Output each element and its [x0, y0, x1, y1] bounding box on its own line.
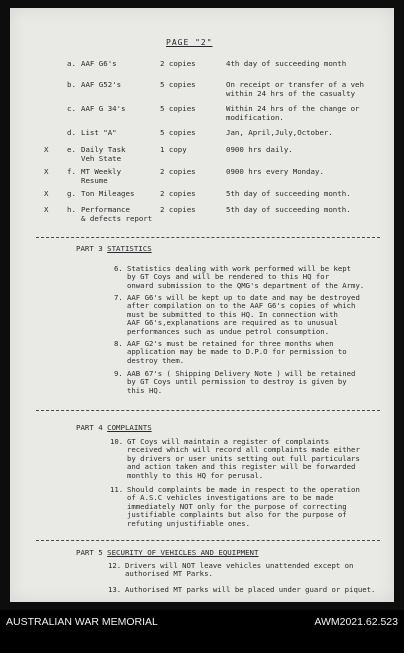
footer-bar [0, 610, 404, 653]
para-number: 9. [114, 369, 123, 378]
para-text: AAF G6's will be kept up to date and may be destroyed after compilation on to the AAF G6's copies of which must be submitted to this HQ. In connection with AAF G6's,explanations are required as to unusual performances such as undue petrol consumption. [127, 293, 360, 336]
part5-heading [76, 548, 258, 557]
para-number: 6. [114, 264, 123, 273]
row-item: AAF G6's [81, 59, 117, 68]
row-copies: 5 copies [160, 104, 196, 113]
para-text: Drivers will NOT leave vehicles unattended except on authorised MT Parks. [125, 561, 354, 579]
row-copies: 2 copies [160, 189, 196, 198]
part3-number: PART 3 [76, 244, 103, 253]
row-timing: 0900 hrs daily. [226, 145, 293, 154]
para-text: AAB 67's ( Shipping Delivery Note ) will be retained by GT Coys until permission to destroy is given by this HQ. [127, 369, 356, 395]
row-mark: X [44, 167, 49, 176]
footer-accession-number: AWM2021.62.523 [314, 616, 398, 628]
para-number: 7. [114, 293, 123, 302]
row-letter: h. [67, 205, 76, 214]
footer-institution: AUSTRALIAN WAR MEMORIAL [6, 616, 158, 628]
row-timing: Within 24 hrs of the change or [226, 104, 360, 113]
row-timing: 0900 hrs every Monday. [226, 167, 324, 176]
part3-heading [76, 244, 152, 253]
row-letter: c. [67, 104, 76, 113]
part3-title: STATISTICS [107, 244, 152, 253]
row-timing: On receipt or transfer of a veh [226, 80, 364, 89]
row-letter: b. [67, 80, 76, 89]
part5-number: PART 5 [76, 548, 103, 557]
row-timing: within 24 hrs of the casualty [226, 88, 356, 98]
row-item: Veh State [81, 153, 122, 163]
row-item: List "A" [81, 128, 117, 137]
para-text: AAF G2's must be retained for three months when application may be made to D.P.O for permission to destroy them. [127, 339, 347, 365]
row-copies: 1 copy [160, 145, 187, 154]
part5-title: SECURITY OF VEHICLES AND EQUIPMENT [107, 548, 259, 557]
part4-title: COMPLAINTS [107, 423, 152, 432]
row-timing: modification. [226, 112, 284, 122]
part4-number: PART 4 [76, 423, 103, 432]
row-timing: 5th day of succeeding month. [226, 189, 351, 198]
row-item: & defects report [81, 213, 153, 223]
row-timing: 5th day of succeeding month. [226, 205, 351, 214]
row-item: AAF G 34's [81, 104, 126, 113]
part4-heading [76, 423, 152, 432]
para-text: Statistics dealing with work performed will be kept by GT Coys and will be rendered to this HQ for onward submission to the QMG's department of the Army. [127, 264, 365, 290]
row-letter: f. [67, 167, 76, 176]
row-mark: X [44, 189, 49, 198]
row-timing: Jan, April,July,October. [226, 128, 333, 137]
row-timing: 4th day of succeeding month [226, 59, 347, 68]
row-item: MT Weekly [81, 167, 122, 176]
para-number: 11. [110, 485, 124, 494]
row-letter: e. [67, 145, 76, 154]
para-text: Should complaints be made in respect to the operation of A.S.C vehicles investigations are to be made immediately NOT only for the purpose of correcting justifiable complaints but also for the purpose of refuting unjustifiable ones. [127, 485, 360, 528]
row-item: Performance [81, 205, 130, 214]
row-letter: g. [67, 189, 76, 198]
section-divider [36, 410, 380, 411]
row-item: Daily Task [81, 145, 126, 154]
row-copies: 2 copies [160, 205, 196, 214]
para-text: GT Coys will maintain a register of complaints received which will record all complaints made either by drivers or user units setting out full particulars and action taken and this register will be forwarded monthly to this HQ for perusal. [127, 437, 360, 480]
para-number: 8. [114, 339, 123, 348]
row-mark: X [44, 145, 49, 154]
row-item: AAF G52's [81, 80, 122, 89]
para-text: Authorised MT parks will be placed under guard or piquet. [125, 585, 376, 594]
section-divider [36, 237, 380, 238]
para-number: 12. [108, 561, 122, 570]
row-mark: X [44, 205, 49, 214]
row-letter: a. [67, 59, 76, 68]
section-divider [36, 540, 380, 541]
page-header: PAGE "2" [166, 38, 213, 47]
document-page [10, 8, 394, 602]
para-number: 10. [110, 437, 124, 446]
row-item: Ton Mileages [81, 189, 135, 198]
row-item: Resume [81, 175, 108, 185]
row-copies: 2 copies [160, 167, 196, 176]
para-number: 13. [108, 585, 122, 594]
row-copies: 2 copies [160, 59, 196, 68]
row-copies: 5 copies [160, 128, 196, 137]
row-copies: 5 copies [160, 80, 196, 89]
row-letter: d. [67, 128, 76, 137]
